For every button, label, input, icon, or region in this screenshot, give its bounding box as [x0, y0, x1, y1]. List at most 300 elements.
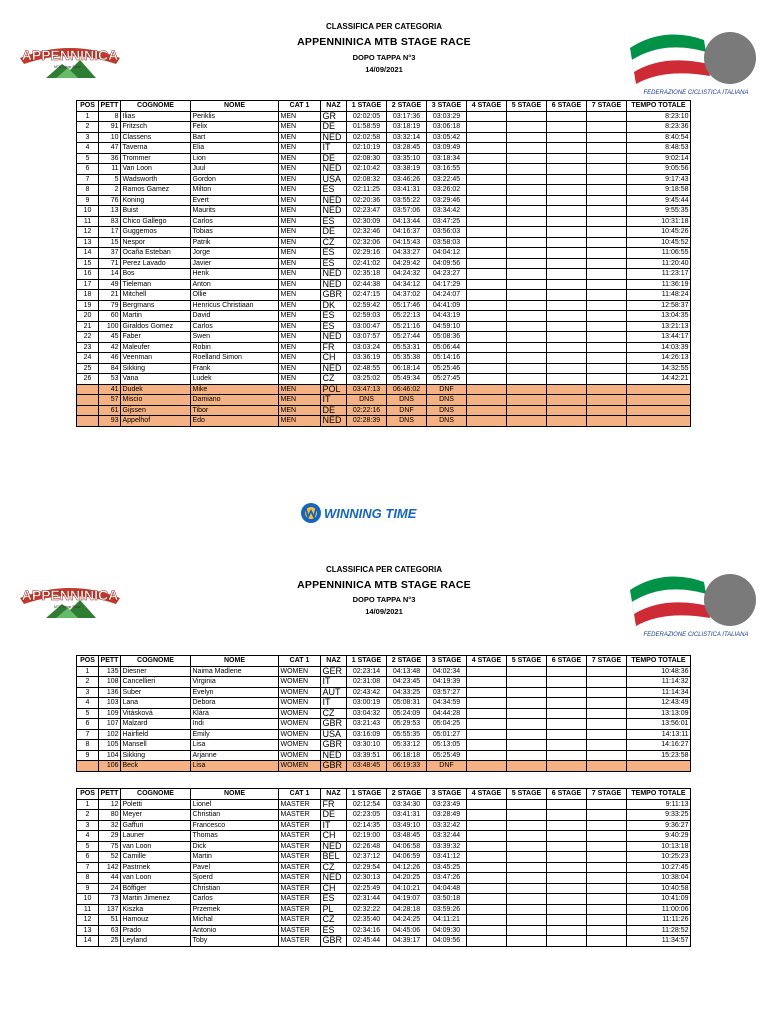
total-time-cell: 11:06:55 [627, 248, 691, 259]
stage1-cell: 03:30:10 [347, 740, 387, 751]
column-header: 7 STAGE [587, 789, 627, 800]
stage5-cell [507, 132, 547, 143]
stage6-cell [547, 132, 587, 143]
bib-cell: 108 [99, 677, 121, 688]
logo-left-sub: MTB Stage Race [54, 65, 81, 69]
table-row [77, 666, 691, 677]
surname-cell: Ramos Gamez [121, 185, 191, 196]
nation-cell: NED [321, 750, 347, 761]
category-cell: MEN [279, 342, 321, 353]
column-header: 3 STAGE [427, 656, 467, 667]
stage4-cell [467, 122, 507, 133]
stage2-cell: 03:18:19 [387, 122, 427, 133]
stage5-cell [507, 143, 547, 154]
nation-cell: ES [321, 925, 347, 936]
pos-cell: 8 [77, 185, 99, 196]
stage4-cell [467, 153, 507, 164]
nation-cell: IT [321, 143, 347, 154]
name-cell: Bart [191, 132, 279, 143]
stage6-cell [547, 164, 587, 175]
bib-cell: 36 [99, 153, 121, 164]
stage6-cell [547, 311, 587, 322]
bib-cell: 73 [99, 894, 121, 905]
stage6-cell [547, 750, 587, 761]
stage1-cell: 03:48:45 [347, 761, 387, 772]
category-cell: MASTER [279, 841, 321, 852]
stage4-cell [467, 873, 507, 884]
table-row [77, 915, 691, 926]
stage1-cell: 02:35:18 [347, 269, 387, 280]
bib-cell: 21 [99, 290, 121, 301]
bib-cell: 32 [99, 820, 121, 831]
stage7-cell [587, 164, 627, 175]
stage3-cell: DNF [427, 384, 467, 395]
stage1-cell: 02:45:44 [347, 936, 387, 947]
total-time-cell: 8:48:53 [627, 143, 691, 154]
stage4-cell [467, 300, 507, 311]
stage7-cell [587, 332, 627, 343]
stage1-cell: 02:11:25 [347, 185, 387, 196]
category-cell: MEN [279, 279, 321, 290]
stage4-cell [467, 342, 507, 353]
stage3-cell: 04:59:10 [427, 321, 467, 332]
name-cell: Pavel [191, 862, 279, 873]
stage5-cell [507, 195, 547, 206]
stage5-cell [507, 321, 547, 332]
name-cell: Antonio [191, 925, 279, 936]
stage3-cell: 05:25:46 [427, 363, 467, 374]
surname-cell: Giraldos Gomez [121, 321, 191, 332]
column-header: NOME [191, 101, 279, 112]
table-row [77, 687, 691, 698]
name-cell: Elia [191, 143, 279, 154]
stage1-cell: 02:37:12 [347, 852, 387, 863]
pos-cell [77, 395, 99, 406]
name-cell: Michal [191, 915, 279, 926]
bib-cell: 45 [99, 332, 121, 343]
stage4-cell [467, 111, 507, 122]
stage5-cell [507, 740, 547, 751]
pos-cell: 7 [77, 729, 99, 740]
stage5-cell [507, 698, 547, 709]
surname-cell: Fritzsch [121, 122, 191, 133]
stage3-cell: 04:24:07 [427, 290, 467, 301]
stage5-cell [507, 841, 547, 852]
stage1-cell: 03:00:19 [347, 698, 387, 709]
stage5-cell [507, 852, 547, 863]
nation-cell: NED [321, 363, 347, 374]
stage6-cell [547, 395, 587, 406]
stage6-cell [547, 279, 587, 290]
category-cell: MEN [279, 143, 321, 154]
report-date-2: 14/09/2021 [365, 607, 403, 616]
stage2-cell: 03:28:45 [387, 143, 427, 154]
stage1-cell: 03:25:02 [347, 374, 387, 385]
column-header: PETT [99, 789, 121, 800]
nation-cell: BEL [321, 852, 347, 863]
stage5-cell [507, 353, 547, 364]
surname-cell: Perez Lavado [121, 258, 191, 269]
stage5-cell [507, 185, 547, 196]
pos-cell: 23 [77, 342, 99, 353]
surname-cell: van Loon [121, 841, 191, 852]
stage4-cell [467, 666, 507, 677]
column-header: NAZ [321, 101, 347, 112]
stage4-cell [467, 750, 507, 761]
stage4-cell [467, 698, 507, 709]
stage4-cell [467, 677, 507, 688]
name-cell: Arjanne [191, 750, 279, 761]
stage7-cell [587, 862, 627, 873]
stage2-cell: 04:29:42 [387, 258, 427, 269]
stage1-cell: 03:21:43 [347, 719, 387, 730]
nation-cell: GBR [321, 290, 347, 301]
stage4-cell [467, 708, 507, 719]
total-time-cell: 14:16:27 [627, 740, 691, 751]
bib-cell: 12 [99, 799, 121, 810]
name-cell: Klára [191, 708, 279, 719]
total-time-cell: 9:02:14 [627, 153, 691, 164]
stage4-cell [467, 719, 507, 730]
total-time-cell [627, 416, 691, 427]
stage7-cell [587, 740, 627, 751]
stage4-cell [467, 311, 507, 322]
table-row [77, 132, 691, 143]
nation-cell: CZ [321, 862, 347, 873]
stage3-cell: 03:47:26 [427, 873, 467, 884]
stage6-cell [547, 810, 587, 821]
name-cell: Gordon [191, 174, 279, 185]
pos-cell: 3 [77, 687, 99, 698]
stage6-cell [547, 799, 587, 810]
category-cell: WOMEN [279, 761, 321, 772]
surname-cell: Prado [121, 925, 191, 936]
name-cell: Martin [191, 852, 279, 863]
stage5-cell [507, 258, 547, 269]
table-row [77, 831, 691, 842]
surname-cell: Diesner [121, 666, 191, 677]
stage2-cell: 06:18:14 [387, 363, 427, 374]
stage6-cell [547, 820, 587, 831]
stage4-cell [467, 395, 507, 406]
total-time-cell [627, 395, 691, 406]
category-cell: MEN [279, 248, 321, 259]
stage7-cell [587, 153, 627, 164]
stage7-cell [587, 174, 627, 185]
pos-cell: 1 [77, 799, 99, 810]
name-cell: Mike [191, 384, 279, 395]
name-cell: Roelland Simon [191, 353, 279, 364]
bib-cell: 83 [99, 216, 121, 227]
bib-cell: 93 [99, 416, 121, 427]
nation-cell: NED [321, 279, 347, 290]
total-time-cell: 14:13:11 [627, 729, 691, 740]
column-header: 2 STAGE [387, 101, 427, 112]
stage2-cell: DNF [387, 405, 427, 416]
stage6-cell [547, 122, 587, 133]
total-time-cell: 14:26:13 [627, 353, 691, 364]
stage4-cell [467, 831, 507, 842]
table-row [77, 122, 691, 133]
race-title-2: APPENNINICA MTB STAGE RACE [297, 579, 471, 591]
table-row [77, 873, 691, 884]
stage1-cell: 02:25:49 [347, 883, 387, 894]
total-time-cell: 10:38:04 [627, 873, 691, 884]
stage6-cell [547, 740, 587, 751]
stage4-cell [467, 841, 507, 852]
stage7-cell [587, 915, 627, 926]
pos-cell: 8 [77, 873, 99, 884]
stage1-cell: 02:31:44 [347, 894, 387, 905]
nation-cell: CZ [321, 374, 347, 385]
stage6-cell [547, 904, 587, 915]
category-cell: WOMEN [279, 708, 321, 719]
category-cell: MASTER [279, 936, 321, 947]
table-row [77, 750, 691, 761]
bib-cell: 107 [99, 719, 121, 730]
stage2-cell: 05:35:38 [387, 353, 427, 364]
category-cell: WOMEN [279, 719, 321, 730]
stage3-cell: 05:06:44 [427, 342, 467, 353]
stage1-cell: 02:35:40 [347, 915, 387, 926]
stage2-cell: 03:48:45 [387, 831, 427, 842]
name-cell: Thomas [191, 831, 279, 842]
retired-row [77, 395, 691, 406]
column-header: CAT 1 [279, 789, 321, 800]
stage3-cell: 05:08:36 [427, 332, 467, 343]
bib-cell: 75 [99, 841, 121, 852]
nation-cell: GBR [321, 761, 347, 772]
stage2-cell: 03:46:26 [387, 174, 427, 185]
category-cell: MASTER [279, 831, 321, 842]
surname-cell: Taverna [121, 143, 191, 154]
stage1-cell: 02:34:16 [347, 925, 387, 936]
total-time-cell: 8:23:10 [627, 111, 691, 122]
stage2-cell: 05:49:34 [387, 374, 427, 385]
stage4-cell [467, 206, 507, 217]
stage4-cell [467, 740, 507, 751]
bib-cell: 37 [99, 248, 121, 259]
stage5-cell [507, 300, 547, 311]
surname-cell: Cancellieri [121, 677, 191, 688]
stage4-cell [467, 810, 507, 821]
category-cell: MEN [279, 227, 321, 238]
bib-cell: 91 [99, 122, 121, 133]
stage6-cell [547, 342, 587, 353]
stage7-cell [587, 321, 627, 332]
stage7-cell [587, 873, 627, 884]
stage6-cell [547, 852, 587, 863]
category-cell: MEN [279, 206, 321, 217]
column-header: 4 STAGE [467, 101, 507, 112]
stage5-cell [507, 677, 547, 688]
stage4-cell [467, 761, 507, 772]
stage3-cell: 03:26:02 [427, 185, 467, 196]
nation-cell: ES [321, 185, 347, 196]
winning-time-text: WINNING TIME [324, 506, 417, 521]
stage7-cell [587, 405, 627, 416]
category-cell: MEN [279, 321, 321, 332]
nation-cell: NED [321, 269, 347, 280]
total-time-cell: 9:45:44 [627, 195, 691, 206]
table-row [77, 248, 691, 259]
stage3-cell: 03:39:32 [427, 841, 467, 852]
category-cell: MEN [279, 174, 321, 185]
category-cell: WOMEN [279, 740, 321, 751]
stage7-cell [587, 384, 627, 395]
table-row [77, 841, 691, 852]
name-cell: Dick [191, 841, 279, 852]
pos-cell: 22 [77, 332, 99, 343]
total-time-cell: 15:23:58 [627, 750, 691, 761]
stage5-cell [507, 122, 547, 133]
nation-cell: GR [321, 111, 347, 122]
name-cell: Francesco [191, 820, 279, 831]
stage2-cell: 04:19:07 [387, 894, 427, 905]
stage4-cell [467, 915, 507, 926]
name-cell: Indi [191, 719, 279, 730]
stage3-cell: 03:05:42 [427, 132, 467, 143]
column-header: NOME [191, 656, 279, 667]
nation-cell: CH [321, 831, 347, 842]
stage6-cell [547, 195, 587, 206]
stage6-cell [547, 248, 587, 259]
category-cell: MASTER [279, 873, 321, 884]
stage3-cell: 03:32:42 [427, 820, 467, 831]
stage1-cell: 02:12:54 [347, 799, 387, 810]
stage7-cell [587, 666, 627, 677]
category-cell: MASTER [279, 915, 321, 926]
column-header: PETT [99, 101, 121, 112]
pos-cell: 11 [77, 904, 99, 915]
stage3-cell: 03:34:42 [427, 206, 467, 217]
category-cell: MEN [279, 384, 321, 395]
total-time-cell: 13:21:13 [627, 321, 691, 332]
bib-cell: 47 [99, 143, 121, 154]
stage7-cell [587, 904, 627, 915]
stage6-cell [547, 374, 587, 385]
total-time-cell: 9:33:25 [627, 810, 691, 821]
surname-cell: Nespor [121, 237, 191, 248]
column-header: 6 STAGE [547, 101, 587, 112]
stage7-cell [587, 143, 627, 154]
stage3-cell: 05:27:45 [427, 374, 467, 385]
stage2-cell: 03:17:36 [387, 111, 427, 122]
stage4-cell [467, 405, 507, 416]
pos-cell: 9 [77, 750, 99, 761]
stage5-cell [507, 810, 547, 821]
column-header: 1 STAGE [347, 789, 387, 800]
nation-cell: NED [321, 195, 347, 206]
total-time-cell: 9:18:58 [627, 185, 691, 196]
stage3-cell: 03:09:49 [427, 143, 467, 154]
name-cell: Felix [191, 122, 279, 133]
pos-cell: 1 [77, 666, 99, 677]
stage6-cell [547, 698, 587, 709]
table-row [77, 321, 691, 332]
stage3-cell: 04:09:56 [427, 258, 467, 269]
pos-cell: 4 [77, 143, 99, 154]
stage1-cell: 02:23:14 [347, 666, 387, 677]
stage1-cell: 02:59:03 [347, 311, 387, 322]
stage4-cell [467, 332, 507, 343]
table-row [77, 708, 691, 719]
stage2-cell: 03:41:31 [387, 810, 427, 821]
total-time-cell: 10:45:52 [627, 237, 691, 248]
stage1-cell: 02:23:05 [347, 810, 387, 821]
column-header: TEMPO TOTALE [627, 656, 691, 667]
retired-row [77, 384, 691, 395]
column-header: PETT [99, 656, 121, 667]
stage5-cell [507, 153, 547, 164]
logo-left-sub-2: MTB Stage Race [54, 605, 81, 609]
stage1-cell: 02:43:42 [347, 687, 387, 698]
pos-cell: 12 [77, 915, 99, 926]
pos-cell: 12 [77, 227, 99, 238]
bib-cell: 41 [99, 384, 121, 395]
surname-cell: Sikking [121, 363, 191, 374]
winning-time-logo [298, 500, 460, 526]
table-row [77, 925, 691, 936]
surname-cell: Meyer [121, 810, 191, 821]
stage3-cell: 04:19:39 [427, 677, 467, 688]
pos-cell: 18 [77, 290, 99, 301]
total-time-cell: 10:25:23 [627, 852, 691, 863]
name-cell: Edo [191, 416, 279, 427]
stage7-cell [587, 395, 627, 406]
nation-cell: PL [321, 904, 347, 915]
total-time-cell: 13:56:01 [627, 719, 691, 730]
pos-cell: 4 [77, 698, 99, 709]
stage2-cell: 05:21:16 [387, 321, 427, 332]
category-cell: WOMEN [279, 698, 321, 709]
stage4-cell [467, 174, 507, 185]
stage4-cell [467, 904, 507, 915]
name-cell: Lionel [191, 799, 279, 810]
table-row [77, 290, 691, 301]
name-cell: Juul [191, 164, 279, 175]
stage5-cell [507, 729, 547, 740]
stage1-cell: 03:47:13 [347, 384, 387, 395]
stage7-cell [587, 300, 627, 311]
table-row [77, 227, 691, 238]
surname-cell: Vana [121, 374, 191, 385]
pos-cell: 6 [77, 719, 99, 730]
surname-cell: Dudek [121, 384, 191, 395]
nation-cell: CH [321, 353, 347, 364]
bib-cell: 10 [99, 132, 121, 143]
stage3-cell: 03:28:49 [427, 810, 467, 821]
stage2-cell: 04:45:06 [387, 925, 427, 936]
stage2-cell: DNS [387, 395, 427, 406]
stage6-cell [547, 719, 587, 730]
stage3-cell: DNF [427, 761, 467, 772]
stage7-cell [587, 122, 627, 133]
stage1-cell: 02:47:15 [347, 290, 387, 301]
column-header: 6 STAGE [547, 789, 587, 800]
bib-cell: 42 [99, 342, 121, 353]
table-row [77, 206, 691, 217]
stage1-cell: 03:07:57 [347, 332, 387, 343]
table-row [77, 719, 691, 730]
stage3-cell: 03:47:25 [427, 216, 467, 227]
stage6-cell [547, 936, 587, 947]
retired-row [77, 761, 691, 772]
stage6-cell [547, 185, 587, 196]
stage1-cell: 02:23:47 [347, 206, 387, 217]
stage1-cell: 03:00:47 [347, 321, 387, 332]
nation-cell: ES [321, 311, 347, 322]
